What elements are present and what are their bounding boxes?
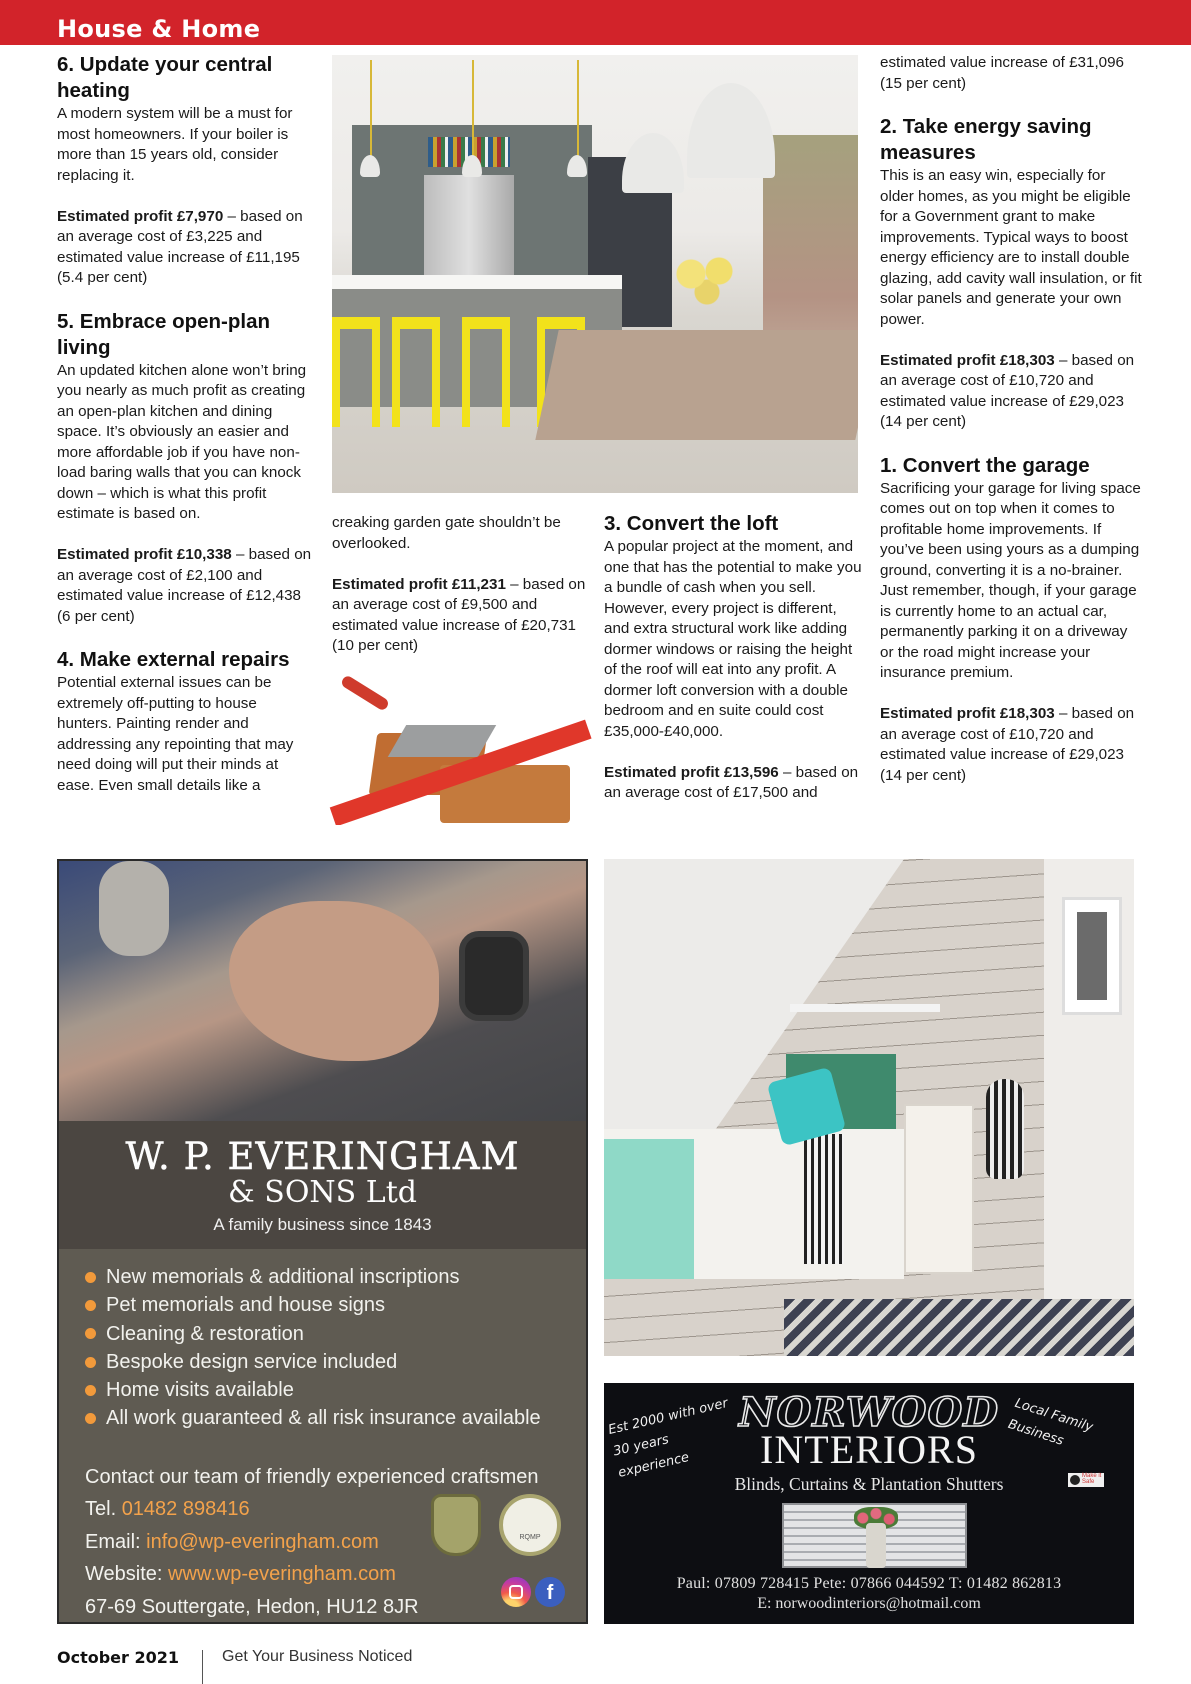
service-label: Cleaning & restoration: [106, 1322, 304, 1345]
item2-profit-label: Estimated profit £18,303: [880, 351, 1055, 369]
item2-body: This is an easy win, especially for older homes, as you might be eligible for a Government grant to make improvements. Typical ways to boost energy efficiency are to install double glazing, add cavity wall insulation, or fit solar panels and generate your own power.: [880, 167, 1142, 328]
item3-profit-detail: – based on an average cost of £17,500 and: [604, 763, 859, 801]
green-throw: [604, 1139, 694, 1279]
bullet-icon: [85, 1357, 96, 1368]
loft-bedroom-photo: [604, 859, 1134, 1356]
picture-frame: [1062, 897, 1122, 1015]
lamp-cord: [577, 60, 579, 160]
section-title: House & Home: [57, 15, 261, 43]
item6-title: 6. Update your central heating: [57, 53, 273, 102]
column-1: [57, 52, 312, 796]
tel-link[interactable]: 01482 898416: [121, 1498, 250, 1521]
norwood-email[interactable]: E: norwoodinteriors@hotmail.com: [757, 1595, 981, 1612]
item4-profit: [332, 575, 592, 657]
norwood-tagline: Blinds, Curtains & Plantation Shutters: [734, 1474, 1004, 1494]
service-label: Bespoke design service included: [106, 1350, 398, 1373]
service-item: [85, 1320, 541, 1348]
striped-bag: [986, 1079, 1024, 1179]
make-it-safe-badge-icon: Make it Safe: [1068, 1473, 1104, 1487]
tel-label: Tel.: [85, 1498, 122, 1521]
item4-profit-detail: – based on an average cost of £9,500 and estimated value increase of £20,731 (10 per cent): [332, 575, 586, 654]
website-link[interactable]: www.wp-everingham.com: [168, 1563, 396, 1586]
item1-profit: [880, 704, 1142, 786]
yellow-stool: [462, 317, 510, 427]
norwood-advert[interactable]: [604, 1383, 1134, 1624]
kitchen-counter: [332, 275, 622, 289]
contact-intro: Contact our team of friendly experienced craftsmen: [85, 1466, 539, 1488]
everingham-name-line2: & SONS Ltd: [228, 1175, 417, 1210]
everingham-tagline: A family business since 1843: [213, 1215, 432, 1234]
striped-throw: [804, 1134, 844, 1264]
website-label: Website:: [85, 1563, 168, 1586]
footer-tagline: Get Your Business Noticed: [222, 1648, 413, 1665]
namm-badge-icon: [499, 1494, 561, 1556]
column-3: [604, 511, 864, 804]
column-4: [880, 53, 1142, 786]
service-label: New memorials & additional inscriptions: [106, 1266, 460, 1288]
contact-website: [85, 1558, 539, 1590]
item1-title: 1. Convert the garage: [880, 453, 1090, 477]
column-2: [332, 513, 592, 657]
chest-of-drawers: [904, 1104, 974, 1274]
item4-title: 4. Make external repairs: [57, 648, 290, 671]
item1-body: Sacrificing your garage for living space comes out on top when it comes to profitable home improvements. If you’ve been using yours as a dumping ground, converting it is a no-brainer. Just remember, though, if your garage is currently home to an actual car, permanently parking it on a driveway or the road might increase your insurance premium.: [880, 479, 1141, 681]
service-item: [85, 1376, 541, 1404]
item4-body-part1: Potential external issues can be extremely off-putting to house hunters. Painting render and addressing any repointing that may need doing will put their minds at ease. Even small details like a: [57, 674, 294, 794]
service-label: All work guaranteed & all risk insurance available: [106, 1407, 541, 1430]
service-item: [85, 1404, 541, 1432]
service-item: [85, 1291, 541, 1319]
email-link[interactable]: info@wp-everingham.com: [146, 1530, 379, 1553]
item6-body: A modern system will be a must for most homeowners. If your boiler is more than 15 years old, consider replacing it.: [57, 105, 293, 184]
item6-profit-label: Estimated profit £7,970: [57, 207, 224, 225]
wristwatch: [459, 931, 529, 1021]
everingham-advert[interactable]: [57, 859, 588, 1624]
item3-profit-label: Estimated profit £13,596: [604, 763, 779, 781]
footer-issue-date: October 2021: [57, 1648, 180, 1667]
bullet-icon: [85, 1385, 96, 1396]
everingham-name: W. P. EVERINGHAM: [125, 1135, 520, 1178]
item5-profit-detail: – based on an average cost of £2,100 and estimated value increase of £12,438 (6 per cent): [57, 546, 312, 625]
yellow-stool: [392, 317, 440, 427]
trowel-blade: [388, 725, 496, 757]
item5-profit-label: Estimated profit £10,338: [57, 546, 232, 563]
service-label: Pet memorials and house signs: [106, 1294, 386, 1317]
item2-title: 2. Take energy saving measures: [880, 115, 1092, 164]
item6-profit: [57, 207, 312, 289]
large-pendant-lamp: [622, 133, 684, 193]
norwood-phones: Paul: 07809 728415 Pete: 07866 044592 T: 01482 862813: [676, 1575, 1062, 1592]
rug: [784, 1299, 1134, 1356]
large-pendant-lamp: [687, 83, 775, 178]
yellow-stool: [332, 317, 380, 427]
yellow-flowers: [667, 250, 747, 310]
kitchen-fridge: [424, 175, 514, 275]
wall-shelf: [790, 1004, 940, 1012]
service-label: Home visits available: [106, 1379, 294, 1402]
mallet: [99, 861, 169, 956]
bullet-icon: [85, 1328, 96, 1339]
item5-profit: [57, 545, 312, 627]
item3-body: A popular project at the moment, and one that has the potential to make you a bundle of cash when you sell. However, every project is different, and extra structural work like adding dormer windows or raising the height of the roof will eat into any profit. A dormer loft conversion with a double bedroom and en suite could cost £35,000-£40,000.: [604, 538, 862, 740]
bullet-icon: [85, 1413, 96, 1424]
contact-address: 67-69 Souttergate, Hedon, HU12 8JR: [85, 1595, 419, 1618]
kitchen-photo: [332, 55, 858, 493]
vase: [866, 1523, 886, 1568]
item3-profit-continued: estimated value increase of £31,096 (15 per cent): [880, 54, 1125, 92]
email-label: Email:: [85, 1530, 147, 1553]
facebook-icon[interactable]: f: [535, 1577, 565, 1607]
footer-divider: [202, 1650, 203, 1684]
item6-profit-detail: – based on an average cost of £3,225 and estimated value increase of £11,195 (5.4 per cent): [57, 207, 303, 286]
instagram-icon[interactable]: [501, 1577, 531, 1607]
item4-body-part2: creaking garden gate shouldn’t be overlooked.: [332, 514, 561, 552]
norwood-established: Est 2000 with over 30 years experience: [606, 1395, 730, 1481]
hand: [229, 901, 439, 1061]
bricks-trowel-level-photo: [325, 665, 597, 825]
service-item: [85, 1348, 541, 1376]
dining-table: [535, 330, 858, 440]
service-item: [85, 1263, 541, 1291]
item1-profit-detail: – based on an average cost of £10,720 and estimated value increase of £29,023 (14 per cent): [880, 705, 1135, 784]
item5-body: An updated kitchen alone won’t bring you nearly as much profit as creating an open-plan kitchen and dining space. It’s obviously an easier and more affordable job if you have non-load baring walls that you can knock down – which is what this profit estimate is based on.: [57, 361, 307, 522]
norwood-name: NORWOOD: [738, 1389, 1000, 1436]
plantation-shutters-photo: [782, 1503, 967, 1568]
item1-profit-label: Estimated profit £18,303: [880, 705, 1055, 722]
norwood-local-family: Local Family Business: [1006, 1395, 1095, 1449]
item3-title: 3. Convert the loft: [604, 512, 779, 535]
lamp-cord: [370, 60, 372, 160]
namm-badge-label: RQMP: [519, 1534, 541, 1541]
lamp-cord: [472, 60, 474, 160]
item2-profit-detail: – based on an average cost of £10,720 and estimated value increase of £29,023 (14 per cent): [880, 351, 1135, 430]
nabm-crest-icon: [431, 1494, 481, 1556]
item5-title: 5. Embrace open-plan living: [57, 309, 271, 359]
item2-profit: [880, 351, 1142, 433]
trowel-handle: [340, 674, 390, 712]
stonemason-carving-photo: [59, 861, 586, 1121]
item3-profit: [604, 763, 864, 804]
bullet-icon: [85, 1272, 96, 1283]
norwood-interiors: INTERIORS: [760, 1427, 978, 1472]
item4-profit-label: Estimated profit £11,231: [332, 575, 506, 593]
bullet-icon: [85, 1300, 96, 1311]
everingham-services: [85, 1263, 541, 1433]
